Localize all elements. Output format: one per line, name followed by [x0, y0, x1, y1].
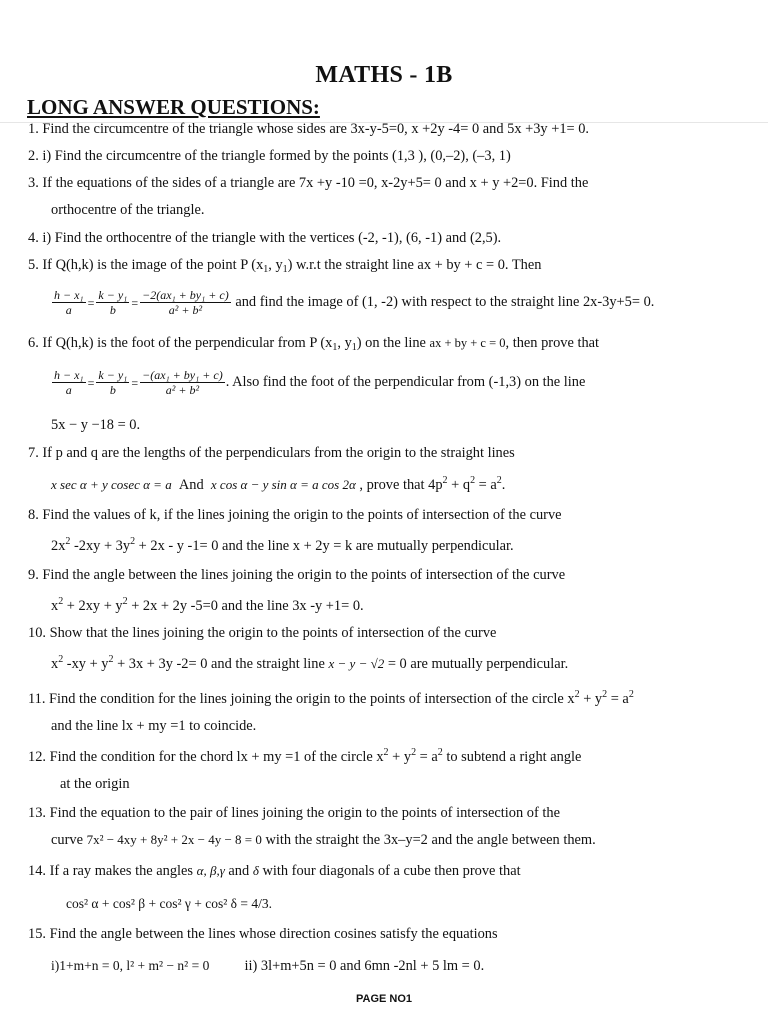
fraction-numerator: h − x₁	[54, 368, 84, 382]
q9-text-a: x	[51, 598, 59, 614]
fraction	[140, 368, 225, 397]
q5-text-a: 5. If Q(h,k) is the image of the point P (x	[28, 257, 264, 273]
q7-sup: 2	[496, 475, 502, 486]
q10-text-a: x	[51, 656, 59, 672]
q6-text-c: ) on the line	[356, 335, 426, 351]
question-8: 8. Find the values of k, if the lines joining the origin to the points of intersection of the curve	[28, 507, 562, 523]
q7-tail-2: + q	[447, 477, 471, 493]
question-15-continued	[51, 957, 484, 975]
question-7-continued: x sec α + y cosec α = a And x cos α − y sin α = a cos 2α , prove that $4p^2 + q^2 = a^2$.	[51, 475, 506, 493]
question-6-formula: $\frac{\text{h − x₁}}{a}$ = $\frac{\text{k − y₁}}{b}$ = $\frac{\text{−(ax₁ + by₁ + c)}}{\text{a² + b²}}$ . Also find the foot of the perpendicular from (-1,3) on the line	[54, 368, 586, 397]
q8-sup: 2	[130, 536, 136, 547]
q8-text-c: + 2x - y -1= 0 and the line x + 2y = k are mutually perpendicular.	[135, 538, 514, 554]
q10-text-d: = 0 are mutually perpendicular.	[384, 656, 569, 672]
q9-text-b: + 2xy + y	[63, 598, 123, 614]
section-heading: LONG ANSWER QUESTIONS:	[27, 95, 320, 119]
q7-tail-3: = a	[475, 477, 497, 493]
question-9: 9. Find the angle between the lines joining the origin to the points of intersection of the curve	[28, 567, 566, 583]
q8-text-a: 2x	[51, 538, 66, 554]
q13-equation: 7x² − 4xy + 8y² + 2x − 4y − 8 = 0	[86, 832, 262, 847]
q15-part-ii: ii) 3l+m+5n = 0 and 6mn -2nl + 5 lm = 0.	[244, 958, 485, 974]
q6-tail: . Also find the foot of the perpendicular from (-1,3) on the line	[225, 373, 586, 390]
q6-text-a: 6. If Q(h,k) is the foot of the perpendicular from P (x	[28, 335, 333, 351]
q12-sup: 2	[437, 747, 443, 758]
q5-tail: and find the image of (1, -2) with respect to the straight line 2x-3y+5= 0.	[235, 293, 655, 310]
q6-line-eq: ax + by + c = 0	[429, 336, 506, 350]
q13-text-a: curve	[51, 832, 83, 848]
q11-text-b: + y	[579, 691, 603, 707]
question-10: 10. Show that the lines joining the origin to the points of intersection of the curve	[28, 625, 497, 641]
q11-sup: 2	[602, 689, 608, 700]
q14-angles: α, β,γ	[196, 863, 225, 878]
q8-sup: 2	[65, 536, 71, 547]
question-14	[28, 862, 521, 880]
question-12-continued: at the origin	[60, 776, 130, 792]
q10-equation: x − y − √2	[328, 656, 385, 671]
question-2: 2. i) Find the circumcentre of the triangle formed by the points (1,3 ), (0,–2), (–3, 1)	[28, 148, 511, 164]
q12-text-a: 12. Find the condition for the chord lx + my =1 of the circle x	[28, 749, 384, 765]
question-3-continued: orthocentre of the triangle.	[51, 202, 205, 218]
fraction-numerator: −(ax₁ + by₁ + c)	[142, 368, 223, 382]
fraction	[52, 288, 86, 317]
question-4: 4. i) Find the orthocentre of the triangle with the vertices (-2, -1), (6, -1) and (2,5).	[28, 230, 502, 246]
question-12	[28, 748, 581, 766]
fraction-numerator: h − x₁	[54, 288, 84, 302]
q11-sup: 2	[574, 689, 580, 700]
question-15: 15. Find the angle between the lines whose direction cosines satisfy the equations	[28, 926, 498, 942]
q12-sup: 2	[411, 747, 417, 758]
question-1: 1. Find the circumcentre of the triangle whose sides are 3x-y-5=0, x +2y -4= 0 and 5x +3y +1= 0.	[28, 121, 590, 137]
q5-text-b: , y	[268, 257, 283, 273]
q12-text-b: + y	[388, 749, 412, 765]
question-13-continued	[51, 831, 596, 849]
question-13: 13. Find the equation to the pair of lines joining the origin to the points of intersection of the	[28, 805, 560, 821]
question-5	[28, 256, 541, 274]
question-6	[28, 334, 599, 352]
question-11	[28, 690, 634, 708]
q6-sub-2: 1	[351, 342, 357, 353]
fraction-denominator: b	[109, 383, 116, 397]
q10-sup: 2	[58, 654, 64, 665]
fraction-denominator: a	[65, 383, 72, 397]
page-footer: PAGE NO1	[355, 993, 413, 1005]
question-11-continued: and the line lx + my =1 to coincide.	[51, 718, 257, 734]
q5-sub-2: 1	[282, 264, 288, 275]
question-6-continued: 5x − y −18 = 0.	[51, 417, 141, 433]
question-5-formula: $\frac{\text{h − x₁}}{a}$ = $\frac{\text{k − y₁}}{b}$ = $\frac{\text{−2(ax₁ + by₁ + c)}}{\text{a² + b²}}$ and find the image of (1, -2) with respect to the straight line 2x-3y+5= 0.	[54, 288, 655, 317]
q7-equation-1: x sec α + y cosec α = a	[51, 477, 172, 492]
question-8-continued	[51, 537, 514, 555]
q5-text-c: ) w.r.t the straight line ax + by + c = 0. Then	[287, 257, 542, 273]
fraction-denominator: a² + b²	[165, 383, 200, 397]
fraction-numerator: k − y₁	[98, 368, 128, 382]
fraction-numerator: k − y₁	[98, 288, 128, 302]
q10-text-c: + 3x + 3y -2= 0 and the straight line	[113, 656, 325, 672]
fraction	[96, 288, 129, 317]
fraction	[140, 288, 231, 317]
question-9-continued	[51, 597, 364, 615]
q7-sup: 2	[442, 475, 448, 486]
question-7: 7. If p and q are the lengths of the perpendiculars from the origin to the straight lines	[28, 445, 515, 461]
q9-text-c: + 2x + 2y -5=0 and the line 3x -y +1= 0.	[127, 598, 364, 614]
fraction	[96, 368, 129, 397]
question-14-continued: cos² α + cos² β + cos² γ + cos² δ = 4/3.	[66, 896, 273, 911]
q6-sub-1: 1	[332, 342, 338, 353]
q13-text-b: with the straight the 3x–y=2 and the angle between them.	[265, 832, 596, 848]
q11-text-c: = a	[607, 691, 629, 707]
fraction-denominator: a	[65, 303, 72, 317]
question-10-continued	[51, 655, 568, 673]
q5-sub-1: 1	[263, 264, 269, 275]
q14-and: and	[228, 863, 250, 879]
q9-sup: 2	[58, 596, 64, 607]
q12-text-d: to subtend a right angle	[442, 749, 582, 765]
q14-delta: δ	[252, 863, 259, 878]
fraction	[52, 368, 86, 397]
q10-sup: 2	[108, 654, 114, 665]
fraction-numerator: −2(ax₁ + by₁ + c)	[142, 288, 229, 302]
q14-text-a: 14. If a ray makes the angles	[28, 863, 194, 879]
q7-tail: , prove that 4p	[359, 477, 443, 493]
fraction-denominator: a² + b²	[168, 303, 203, 317]
q7-equation-2: x cos α − y sin α = a cos 2α	[210, 477, 356, 492]
q14-text-b: with four diagonals of a cube then prove that	[262, 863, 521, 879]
q7-sup: 2	[470, 475, 476, 486]
q11-text-a: 11. Find the condition for the lines joining the origin to the points of intersection of the circle x	[28, 691, 575, 707]
q6-text-d: , then prove that	[505, 335, 600, 351]
q7-and: And	[178, 477, 204, 493]
fraction-denominator: b	[109, 303, 116, 317]
page-title: MATHS - 1B	[315, 62, 453, 88]
q12-sup: 2	[383, 747, 389, 758]
q6-text-b: , y	[337, 335, 352, 351]
q9-sup: 2	[122, 596, 128, 607]
q15-part-i: i)1+m+n = 0, l² + m² − n² = 0	[51, 958, 210, 973]
question-3: 3. If the equations of the sides of a triangle are 7x +y -10 =0, x-2y+5= 0 and x + y +2=0. Find the	[28, 175, 589, 191]
q11-sup: 2	[628, 689, 634, 700]
q12-text-c: = a	[416, 749, 438, 765]
q8-text-b: -2xy + 3y	[70, 538, 131, 554]
q10-text-b: -xy + y	[63, 656, 109, 672]
